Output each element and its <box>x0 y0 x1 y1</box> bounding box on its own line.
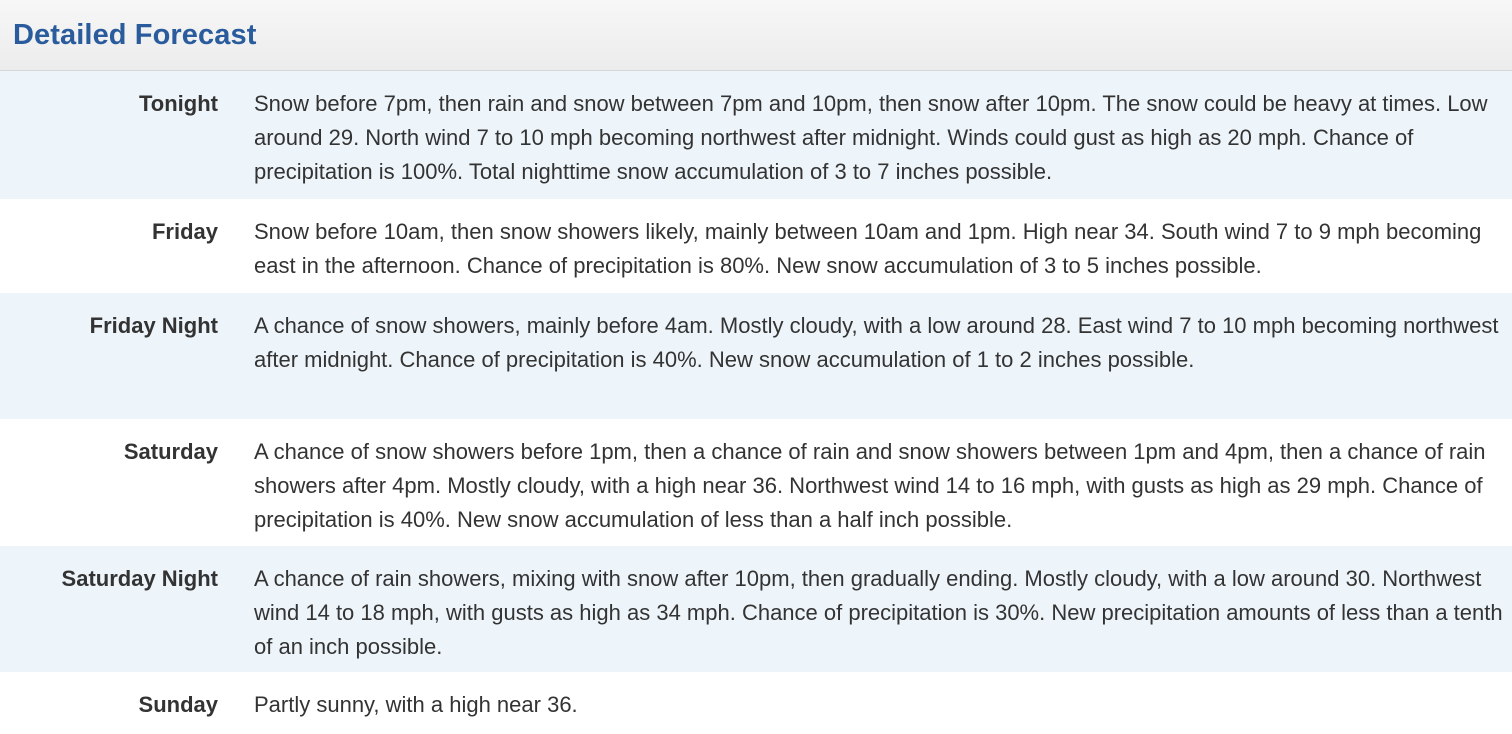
forecast-row-saturday <box>0 419 1512 546</box>
period-label: Tonight <box>139 91 218 116</box>
forecast-row-friday <box>0 199 1512 293</box>
period-forecast-text: Snow before 7pm, then rain and snow between 7pm and 10pm, then snow after 10pm. The snow could be heavy at times. Low around 29. North wind 7 to 10 mph becoming northwest after midnight. Winds could gust as high as 20 mph. Chance of precipitation is 100%. Total nighttime snow accumulation of 3 to 7 inches possible. <box>254 91 1488 184</box>
forecast-row-saturday-night <box>0 546 1512 672</box>
panel-title: Detailed Forecast <box>13 18 257 51</box>
period-forecast-text: Partly sunny, with a high near 36. <box>254 692 578 717</box>
period-label: Saturday Night <box>61 566 218 591</box>
period-forecast-text: A chance of snow showers before 1pm, then a chance of rain and snow showers between 1pm and 4pm, then a chance of rain showers after 4pm. Mostly cloudy, with a high near 36. Northwest wind 14 to 16 mph, with gusts as high as 29 mph. Chance of precipitation is 40%. New snow accumulation of less than a half inch possible. <box>254 439 1486 532</box>
forecast-list <box>0 71 1512 734</box>
forecast-row-sunday <box>0 672 1512 734</box>
period-forecast-text: Snow before 10am, then snow showers likely, mainly between 10am and 1pm. High near 34. South wind 7 to 9 mph becoming east in the afternoon. Chance of precipitation is 80%. New snow accumulation of 3 to 5 inches possible. <box>254 219 1482 278</box>
forecast-row-tonight <box>0 71 1512 199</box>
forecast-row-friday-night <box>0 293 1512 419</box>
period-forecast-text: A chance of snow showers, mainly before 4am. Mostly cloudy, with a low around 28. East wind 7 to 10 mph becoming northwest after midnight. Chance of precipitation is 40%. New snow accumulation of 1 to 2 inches possible. <box>254 313 1499 372</box>
panel-header <box>0 0 1512 71</box>
period-label: Friday Night <box>89 313 218 338</box>
period-forecast-text: A chance of rain showers, mixing with snow after 10pm, then gradually ending. Mostly cloudy, with a low around 30. Northwest wind 14 to 18 mph, with gusts as high as 34 mph. Chance of precipitation is 30%. New precipitation amounts of less than a tenth of an inch possible. <box>254 566 1503 659</box>
period-label: Sunday <box>138 692 218 717</box>
period-label: Friday <box>151 219 218 244</box>
period-label: Saturday <box>123 439 218 464</box>
